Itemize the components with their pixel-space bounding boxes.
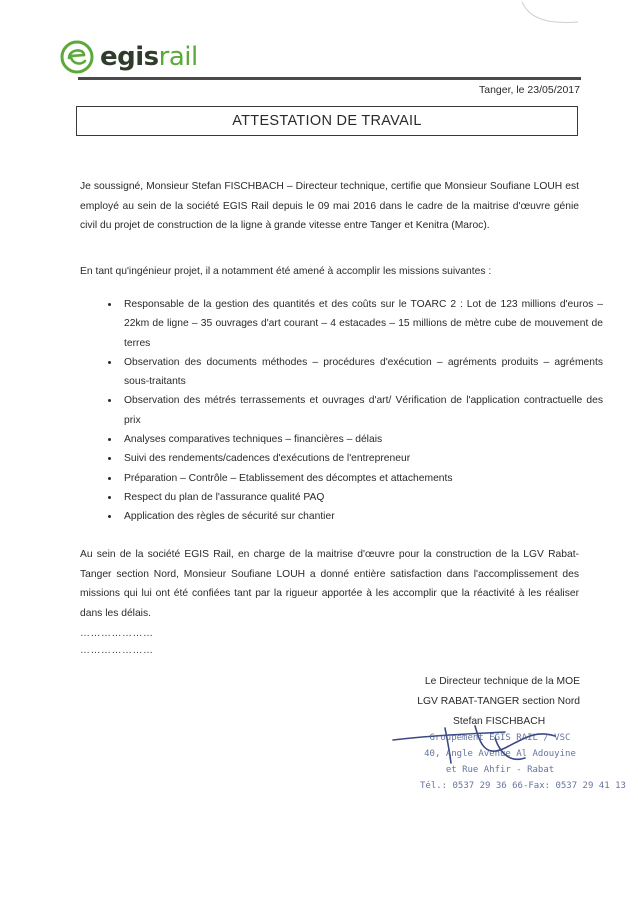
- list-item: • Observation des métrés terrassements et ouvrages d'art/ Vérification de l'application contractuelle des prix: [120, 391, 603, 430]
- page-corner-mark: [520, 0, 580, 26]
- stamp-line-4: Tél.: 0537 29 36 66-Fax: 0537 29 41 13: [420, 781, 626, 791]
- document-title-box: [76, 106, 578, 136]
- list-item: • Analyses comparatives techniques – financières – délais: [120, 430, 603, 449]
- conclusion-paragraph: Au sein de la société EGIS Rail, en charge de la maitrise d'œuvre pour la construction de la LGV Rabat-Tanger section Nord, Monsieur Soufiane LOUH a donné entière satisfaction dans l'accomplissement des missions qui lui ont été confiées tant par la rigueur apportée à les accomplir que la réactivité à les réaliser dans les délais.: [80, 549, 579, 619]
- stamp-line-2: 40, Angle Avenue Al Adouyine: [424, 749, 576, 759]
- missions-list: [96, 295, 603, 527]
- list-item: • Préparation – Contrôle – Etablissement des décomptes et attachements: [120, 469, 603, 488]
- list-item: • Responsable de la gestion des quantités et des coûts sur le TOARC 2 : Lot de 123 millions d'euros – 22km de ligne – 35 ouvrages d'art courant – 4 estacades – 15 millions de mètre cube de mouvement de terres: [120, 295, 603, 353]
- dotted-line: …………………: [80, 645, 154, 656]
- list-item: • Suivi des rendements/cadences d'exécutions de l'entrepreneur: [120, 449, 603, 468]
- signatory-role-line-1: Le Directeur technique de la MOE: [424, 676, 580, 687]
- signatory-role-line-2: LGV RABAT-TANGER section Nord: [417, 695, 580, 707]
- missions-intro: En tant qu'ingénieur projet, il a notamment été amené à accomplir les missions suivantes :: [80, 266, 492, 277]
- list-item: • Application des règles de sécurité sur chantier: [120, 507, 603, 526]
- dotted-line: …………………: [80, 628, 154, 639]
- list-item: • Respect du plan de l'assurance qualité PAQ: [120, 488, 603, 507]
- intro-paragraph: Je soussigné, Monsieur Stefan FISCHBACH – Directeur technique, certifie que Monsieur Soufiane LOUH est employé au sein de la société EGIS Rail depuis le 09 mai 2016 dans le cadre de la maitrise d'œuvre génie civil du projet de construction de la ligne à grande vitesse entre Tanger et Kenitra (Maroc).: [80, 181, 579, 231]
- logo-word-rail: rail: [158, 42, 198, 72]
- signatory-block: [417, 672, 580, 711]
- signatory-name: Stefan FISCHBACH: [453, 716, 546, 727]
- stamp-line-1: Groupement EGIS RAIL / VSC: [429, 733, 571, 743]
- logo-word-egis: egis: [100, 42, 159, 72]
- company-stamp: [420, 730, 626, 794]
- egis-logo-icon: [60, 40, 94, 74]
- list-item: • Observation des documents méthodes – procédures d'exécution – agréments produits – agréments sous-traitants: [120, 353, 603, 392]
- company-logo: [60, 40, 198, 74]
- place-date: Tanger, le 23/05/2017: [478, 84, 580, 96]
- document-title: ATTESTATION DE TRAVAIL: [232, 113, 422, 129]
- header-rule: [78, 77, 581, 80]
- stamp-line-3: et Rue Ahfir - Rabat: [445, 765, 555, 775]
- logo-wordmark: [100, 44, 198, 70]
